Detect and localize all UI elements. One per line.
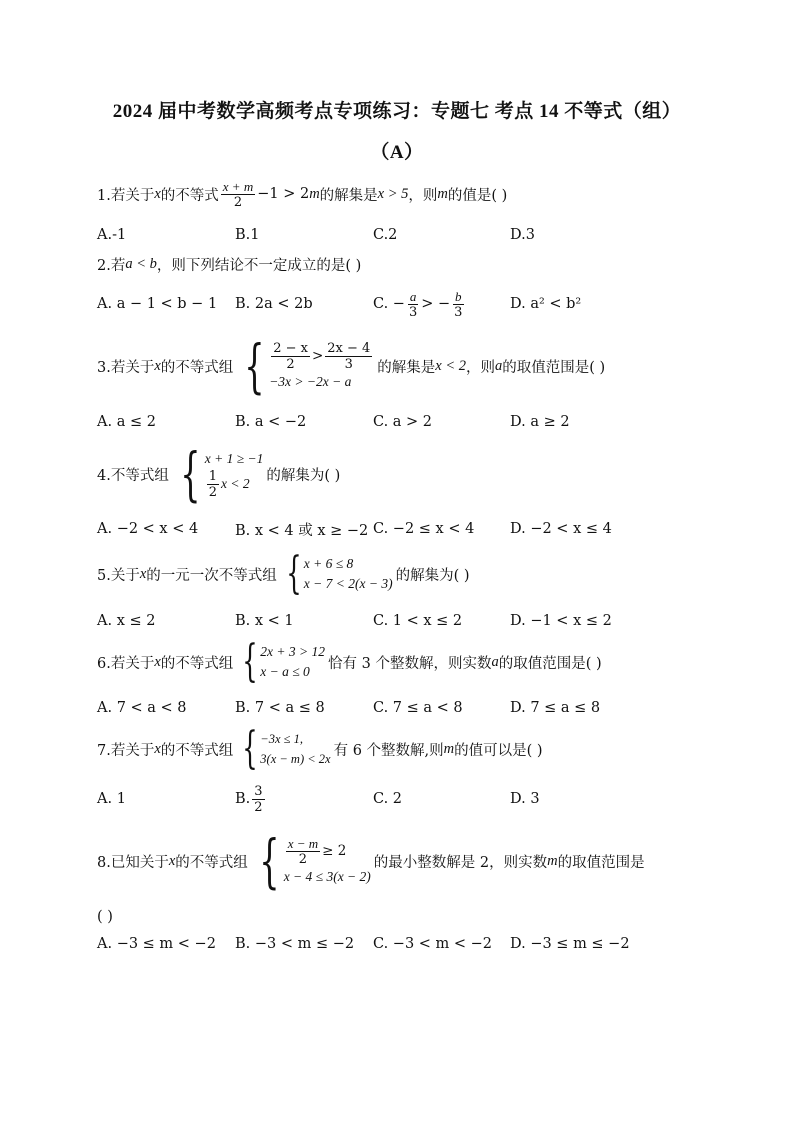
question-7 bbox=[97, 723, 543, 774]
q3-options bbox=[97, 410, 717, 434]
q6-option-a[interactable]: A. 7 < a < 8 bbox=[97, 700, 187, 716]
system-row-2 bbox=[205, 469, 264, 500]
q7-options bbox=[97, 782, 717, 822]
system-row-2: x − a ≤ 0 bbox=[260, 664, 310, 679]
q3-option-b[interactable]: B. a < −2 bbox=[235, 414, 307, 430]
q4-option-a[interactable]: A. −2 < x < 4 bbox=[97, 521, 199, 537]
q2-condition: a < b bbox=[125, 255, 157, 272]
frac-num: a bbox=[409, 288, 417, 304]
q1-text: ，则 bbox=[408, 187, 438, 204]
system-row-2: x − 4 ≤ 3(x − 2) bbox=[283, 868, 371, 884]
system-row-2: 3(x − m) < 2x bbox=[260, 752, 331, 766]
q8-option-b[interactable]: B. −3 < m ≤ −2 bbox=[235, 936, 355, 952]
q4-option-d[interactable]: D. −2 < x ≤ 4 bbox=[510, 521, 612, 537]
q5-options bbox=[97, 609, 717, 633]
q1-option-a[interactable]: A.-1 bbox=[97, 227, 127, 243]
frac-den: 2 bbox=[298, 851, 308, 867]
q8-text: 的取值范围是 bbox=[557, 854, 645, 871]
q4-text: 4.不等式组 bbox=[97, 467, 169, 484]
brace-icon: { bbox=[286, 548, 302, 599]
q1-frac-denominator: 2 bbox=[233, 194, 243, 210]
q1-frac-numerator: x + m bbox=[222, 178, 254, 194]
q5-text: 5.关于 bbox=[97, 567, 140, 584]
q1-option-b[interactable]: B.1 bbox=[235, 227, 260, 243]
brace-icon: { bbox=[242, 723, 258, 774]
q6-var: x bbox=[154, 653, 161, 670]
q7-system bbox=[236, 723, 331, 774]
system-row-1: x + 1 ≥ −1 bbox=[204, 450, 264, 466]
q7-text: 有 6 个整数解,则 bbox=[333, 742, 444, 759]
frac-num: 2x − 4 bbox=[327, 340, 371, 356]
q6-text: 的不等式组 bbox=[160, 655, 234, 672]
q3-text: 的解集是 bbox=[377, 359, 436, 376]
q5-option-c[interactable]: C. 1 < x ≤ 2 bbox=[373, 613, 463, 629]
q8-options bbox=[97, 932, 717, 956]
frac bbox=[271, 341, 310, 372]
q7-text: 的不等式组 bbox=[160, 742, 234, 759]
q1-text: 的值是( ) bbox=[447, 187, 508, 204]
q4-option-c[interactable]: C. −2 ≤ x < 4 bbox=[373, 521, 475, 537]
gt-sign: > bbox=[311, 348, 324, 364]
q6-system bbox=[236, 636, 325, 687]
system-rows bbox=[260, 642, 325, 682]
page-title: 2024 届中考数学高频考点专项练习：专题七 考点 14 不等式（组） bbox=[112, 101, 682, 122]
brace-icon: { bbox=[259, 827, 280, 895]
q2-text: 2.若 bbox=[97, 257, 126, 274]
q3-text: 的取值范围是( ) bbox=[502, 359, 606, 376]
page-subtitle: （A） bbox=[370, 142, 424, 163]
q3-var: x bbox=[154, 357, 161, 374]
q5-option-d[interactable]: D. −1 < x ≤ 2 bbox=[510, 613, 612, 629]
q6-option-b[interactable]: B. 7 < a ≤ 8 bbox=[235, 700, 325, 716]
q2-option-b[interactable]: B. 2a < 2b bbox=[235, 296, 313, 312]
q6-option-c[interactable]: C. 7 ≤ a < 8 bbox=[373, 700, 463, 716]
q3-var-a: a bbox=[495, 357, 503, 374]
question-1 bbox=[97, 176, 507, 212]
q3-option-a[interactable]: A. a ≤ 2 bbox=[97, 414, 156, 430]
system-row-1: 2x + 3 > 12 bbox=[260, 644, 325, 659]
frac-den: 3 bbox=[454, 304, 463, 320]
q7-text: 的值可以是( ) bbox=[454, 742, 543, 759]
q8-text: 的不等式组 bbox=[175, 854, 248, 871]
q6-option-d[interactable]: D. 7 ≤ a ≤ 8 bbox=[510, 700, 601, 716]
q4-options bbox=[97, 517, 717, 541]
question-2 bbox=[97, 252, 361, 276]
q1-option-c[interactable]: C.2 bbox=[373, 227, 398, 243]
frac bbox=[286, 836, 320, 867]
q2-option-a[interactable]: A. a − 1 < b − 1 bbox=[97, 296, 218, 312]
q2-c-fraction-b bbox=[452, 289, 464, 320]
q4-text: 的解集为( ) bbox=[266, 467, 341, 484]
q7-var: x bbox=[154, 740, 161, 757]
question-4 bbox=[97, 442, 340, 506]
q8-var: x bbox=[168, 852, 176, 869]
frac-den: 3 bbox=[408, 304, 418, 320]
q2-options bbox=[97, 284, 717, 324]
q1-var-m: m bbox=[309, 185, 320, 202]
q7-option-b[interactable] bbox=[235, 782, 267, 816]
q2-option-d[interactable]: D. a² < b² bbox=[510, 296, 582, 312]
q7-option-a[interactable]: A. 1 bbox=[97, 791, 126, 807]
row-tail: x < 2 bbox=[221, 476, 250, 491]
q6-var-a: a bbox=[491, 653, 499, 670]
system-row-2: −3x > −2x − a bbox=[269, 373, 352, 389]
system-rows bbox=[269, 341, 374, 392]
q1-text: 的不等式 bbox=[160, 187, 219, 204]
brace-icon: { bbox=[244, 332, 265, 400]
row-tail: ≥ 2 bbox=[322, 843, 347, 859]
system-row-2: x − 7 < 2(x − 3) bbox=[303, 576, 393, 591]
q7-var-m: m bbox=[443, 740, 455, 757]
q2-option-c[interactable] bbox=[373, 284, 466, 324]
frac-num: 2 − x bbox=[273, 340, 308, 356]
q5-text: 的一元一次不等式组 bbox=[146, 567, 277, 584]
brace-icon: { bbox=[242, 636, 258, 687]
q5-option-b[interactable]: B. x < 1 bbox=[235, 613, 294, 629]
system-row-1: −3x ≤ 1, bbox=[260, 732, 303, 746]
q1-var-m: m bbox=[437, 185, 448, 202]
frac-den: 2 bbox=[208, 484, 218, 500]
question-3 bbox=[97, 332, 606, 400]
q3-option-c[interactable]: C. a > 2 bbox=[373, 414, 433, 430]
q2-text: ，则下列结论不一定成立的是( ) bbox=[156, 257, 362, 274]
q3-text: 的不等式组 bbox=[160, 359, 234, 376]
q3-system bbox=[236, 332, 374, 400]
q7-text: 7.若关于 bbox=[97, 742, 155, 759]
system-rows bbox=[304, 554, 393, 594]
q1-var: x bbox=[154, 185, 161, 202]
frac-den: 2 bbox=[254, 799, 263, 815]
q1-text: 1.若关于 bbox=[97, 187, 155, 204]
q8-option-d[interactable]: D. −3 ≤ m ≤ −2 bbox=[510, 936, 630, 952]
question-6 bbox=[97, 636, 602, 687]
q5-option-a[interactable]: A. x ≤ 2 bbox=[97, 613, 156, 629]
q6-text: 6.若关于 bbox=[97, 655, 155, 672]
frac-den: 2 bbox=[286, 356, 295, 372]
q1-expr: −1 > 2 bbox=[257, 186, 310, 202]
system-row-1 bbox=[269, 341, 374, 372]
q5-text: 的解集为( ) bbox=[395, 567, 470, 584]
q3-solution: x < 2 bbox=[435, 357, 467, 374]
system-rows bbox=[205, 449, 264, 500]
q8-system bbox=[251, 827, 371, 895]
q1-fraction bbox=[221, 179, 255, 210]
q8-option-a[interactable]: A. −3 ≤ m < −2 bbox=[97, 936, 216, 952]
q1-text: 的解集是 bbox=[319, 187, 378, 204]
q7-option-d[interactable]: D. 3 bbox=[510, 791, 540, 807]
q2-c-text: > − bbox=[421, 296, 451, 312]
system-rows bbox=[260, 729, 330, 769]
frac-num: 3 bbox=[254, 783, 263, 799]
q7-b-text: B. bbox=[235, 791, 251, 807]
question-5 bbox=[97, 548, 470, 599]
q8-option-c[interactable]: C. −3 < m < −2 bbox=[373, 936, 493, 952]
frac bbox=[325, 341, 372, 372]
system-rows bbox=[284, 836, 371, 887]
q8-text: 8.已知关于 bbox=[97, 854, 169, 871]
q7-option-c[interactable]: C. 2 bbox=[373, 791, 403, 807]
q3-text: 3.若关于 bbox=[97, 359, 155, 376]
q6-text: 的取值范围是( ) bbox=[498, 655, 602, 672]
q6-options bbox=[97, 696, 717, 720]
q8-continuation: ( ) bbox=[97, 909, 113, 925]
brace-icon: { bbox=[180, 440, 201, 508]
q2-c-text: C. − bbox=[373, 296, 405, 312]
q4-system bbox=[172, 440, 264, 508]
q5-system bbox=[280, 548, 393, 599]
frac-num: b bbox=[455, 288, 462, 304]
q2-c-fraction-a bbox=[407, 289, 419, 320]
q1-options bbox=[97, 223, 717, 247]
q8-var-m: m bbox=[547, 852, 558, 869]
q3-text: ，则 bbox=[466, 359, 496, 376]
q8-text: 的最小整数解是 2，则实数 bbox=[373, 854, 548, 871]
frac bbox=[207, 469, 219, 500]
q1-solution: x > 5 bbox=[377, 185, 409, 202]
system-row-1 bbox=[284, 836, 371, 867]
frac-num: 1 bbox=[208, 468, 218, 484]
frac-den: 3 bbox=[344, 356, 353, 372]
q6-text: 恰有 3 个整数解，则实数 bbox=[328, 655, 492, 672]
q3-option-d[interactable]: D. a ≥ 2 bbox=[510, 414, 570, 430]
q7-b-fraction bbox=[252, 784, 264, 815]
q4-option-b[interactable]: B. x < 4 或 x ≥ −2 bbox=[235, 522, 369, 539]
system-row-1: x + 6 ≤ 8 bbox=[303, 556, 354, 571]
question-8 bbox=[97, 828, 645, 894]
frac-num: x − m bbox=[287, 835, 319, 851]
q5-var: x bbox=[139, 565, 147, 582]
q1-option-d[interactable]: D.3 bbox=[510, 227, 535, 243]
